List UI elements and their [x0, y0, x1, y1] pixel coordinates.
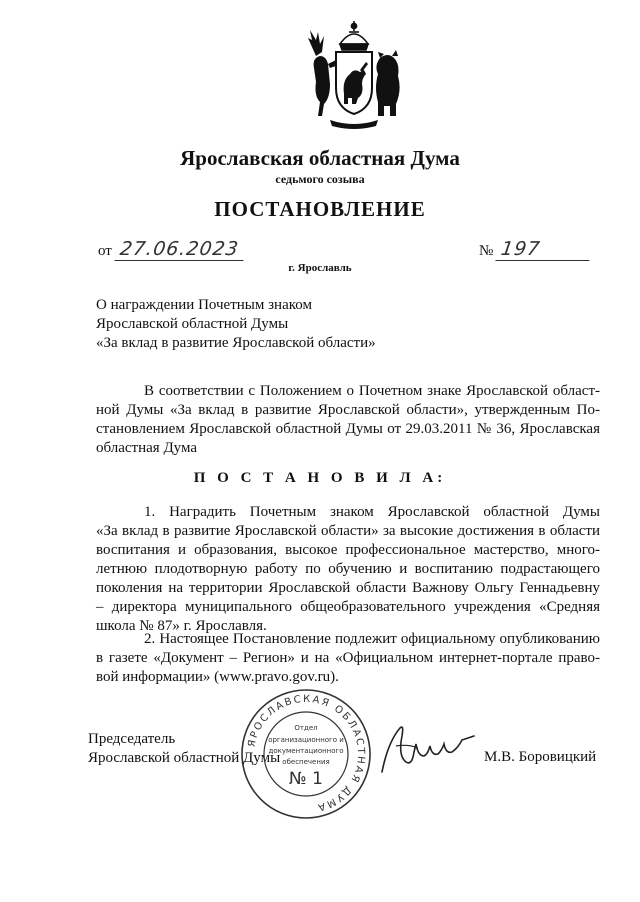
stamp-inner-line: документационного: [268, 747, 344, 755]
preamble-line: В соответствии с Положением о Почетном знаке Ярославской област-: [144, 383, 600, 399]
signer-position-line: Ярославской областной Думы: [88, 750, 281, 766]
preamble-paragraph: [96, 382, 600, 458]
item-2-line: в газете «Документ – Регион» и на «Официальном интернет-портале право-: [96, 650, 600, 666]
subject: [96, 296, 376, 353]
item-1-line: 1. Наградить Почетным знаком Ярославской областной Думы: [144, 504, 600, 520]
stamp-ring-text: ЯРОСЛАВСКАЯ ОБЛАСТНАЯ ДУМА: [246, 693, 367, 813]
subject-line: О награждении Почетным знаком: [96, 297, 312, 313]
number-handwritten: 197: [495, 238, 592, 261]
item-1-line: поколения на территории Ярославской области Важнову Ольгу Геннадьевну: [96, 580, 600, 596]
item-2-paragraph: [96, 630, 600, 687]
date-row: [98, 238, 244, 261]
item-1-paragraph: [96, 503, 600, 636]
item-2-line: 2. Настоящее Постановление подлежит официальному опубликованию: [144, 631, 600, 647]
subject-line: Ярославской областной Думы: [96, 316, 289, 332]
signer-position-line: Председатель: [88, 731, 176, 747]
number-row: [479, 238, 591, 261]
preamble-line: областная Дума: [96, 440, 198, 456]
item-1-line: воспитания и образования, высокое профессиональное мастерство, много-: [96, 542, 600, 558]
org-title: Ярославская областная Дума: [180, 146, 460, 170]
stamp-inner-line: Отдел: [294, 724, 318, 732]
item-1-line: «За вклад в развитие Ярославской области» за высокие достижения в области: [96, 523, 600, 539]
coat-of-arms-icon: [300, 18, 408, 130]
preamble-line: ной Думы «За вклад в развитие Ярославской области», утвержденным По-: [96, 402, 600, 418]
item-2-line: вой информации» (www.pravo.gov.ru).: [96, 669, 339, 685]
date-prefix: от: [98, 243, 112, 259]
date-handwritten: 27.06.2023: [114, 238, 246, 261]
handwritten-signature: [378, 722, 478, 778]
resolved-heading: П О С Т А Н О В И Л А:: [193, 470, 447, 486]
stamp-number: № 1: [289, 769, 323, 789]
subject-line: «За вклад в развитие Ярославской области»: [96, 335, 376, 351]
number-prefix: №: [479, 243, 494, 259]
convocation: седьмого созыва: [275, 172, 365, 186]
item-1-line: школа № 87» г. Ярославля.: [96, 618, 267, 634]
stamp-inner-line: организационного и: [268, 736, 344, 744]
signer-name: М.В. Боровицкий: [484, 749, 597, 765]
item-1-line: – директора муниципального общеобразовательного учреждения «Средняя: [96, 599, 600, 615]
stamp-inner-line: обеспечения: [282, 758, 330, 766]
item-1-line: летнюю плодотворную работу по обучению и воспитанию подрастающего: [96, 561, 600, 577]
city: г. Ярославль: [288, 262, 352, 274]
preamble-line: становлением Ярославской областной Думы от 29.03.2011 № 36, Ярославская: [96, 421, 600, 437]
official-stamp: [238, 686, 374, 822]
document-type: ПОСТАНОВЛЕНИЕ: [214, 197, 426, 221]
